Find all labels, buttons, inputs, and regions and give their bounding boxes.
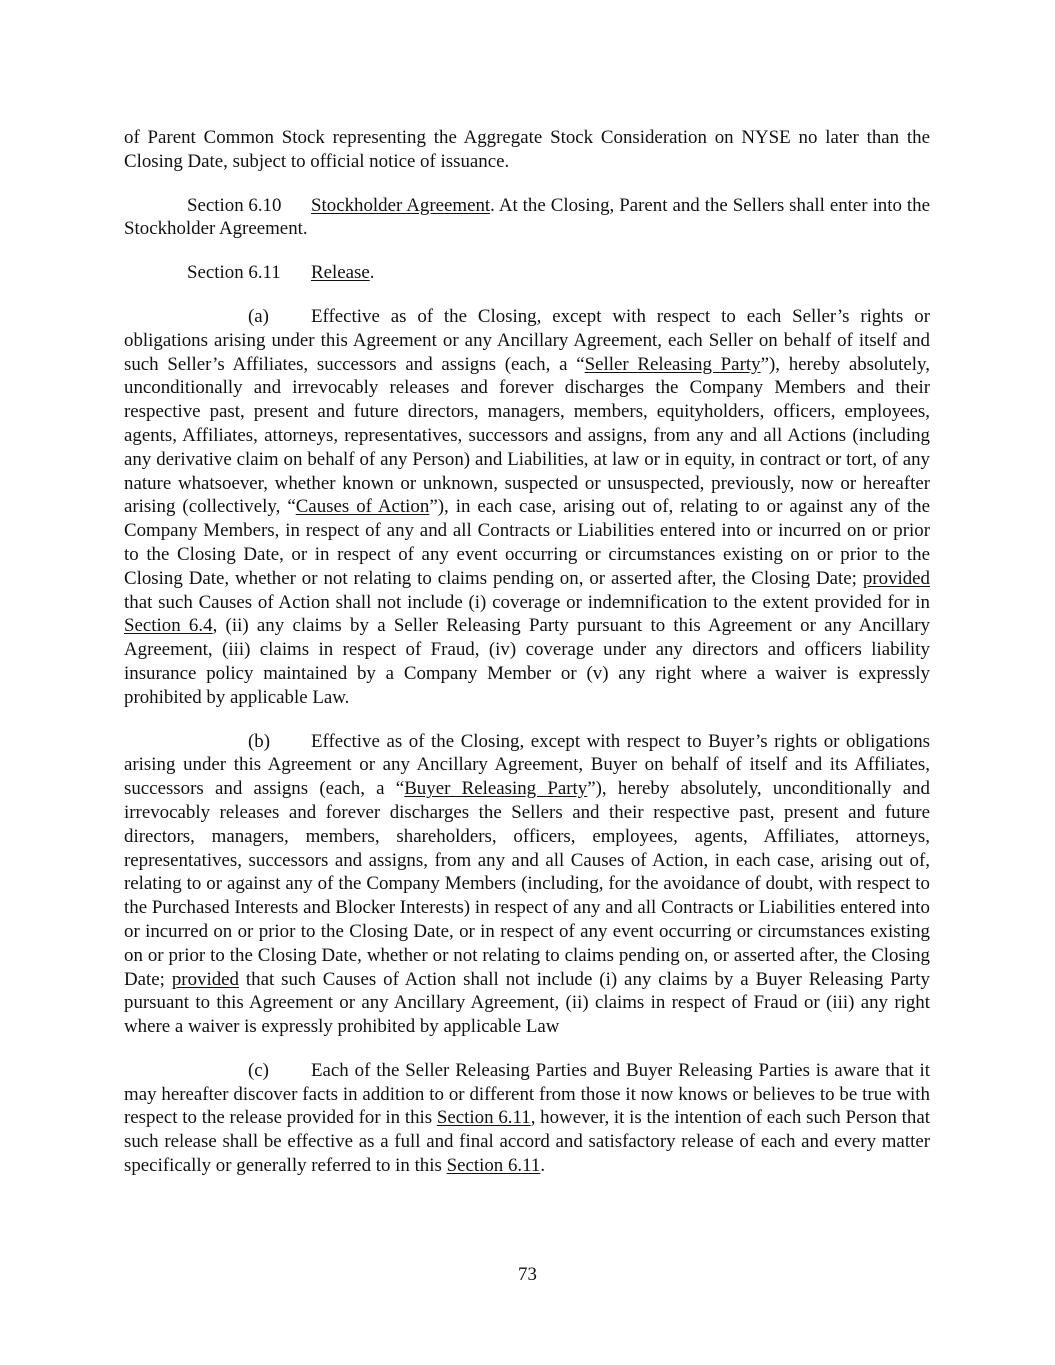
subsection-label: (c)	[248, 1059, 269, 1081]
emphasis-term: provided	[171, 968, 239, 990]
subsection-label: (b)	[248, 730, 271, 752]
section-reference: Section 6.11	[446, 1155, 541, 1177]
subsection-text: ”), hereby absolutely, unconditionally and irrevocably releases and forever discharges the Sellers and their respective past, present and future directors, managers, members, shareholders, officers, employees, agents, Affiliates, attorneys, representatives, successors and assigns, from any and all Causes of Action, in each case, arising out of, relating to or against any of the Company Members (including, for the avoidance of doubt, with respect to the Purchased Interests and Blocker Interests) in respect of any and all Contracts or Liabilities entered into or incurred on or prior to the Closing Date, or in respect of any event occurring or circumstances existing on or prior to the Closing Date, whether or not relating to claims pending on, or asserted after, the Closing Date;	[124, 778, 930, 990]
section-reference: Section 6.11	[436, 1107, 531, 1129]
defined-term: Buyer Releasing Party	[404, 778, 588, 800]
section-reference: Section 6.4	[124, 615, 213, 637]
section-number: Section 6.10	[187, 194, 282, 216]
defined-term: Seller Releasing Party	[584, 353, 761, 375]
section-title: Release	[311, 262, 370, 284]
section-number: Section 6.11	[187, 262, 281, 284]
subsection-b	[124, 730, 930, 1039]
subsection-text: , however, it is the intention of each such Person that such release shall be effective as a full and final accord and satisfactory release of each and every matter specifically or generally referred to in this	[124, 1107, 931, 1177]
emphasis-term: provided	[862, 567, 930, 589]
section-title: Stockholder Agreement	[311, 194, 491, 216]
subsection-c	[124, 1059, 930, 1178]
section-text: . At the Closing, Parent and the Sellers shall enter into the Stockholder Agreement.	[124, 194, 931, 240]
page-number: 73	[518, 1264, 537, 1285]
section-6-10	[124, 194, 930, 242]
subsection-text: that such Causes of Action shall not include (i) any claims by a Buyer Releasing Party pursuant to this Agreement or any Ancillary Agreement, (ii) claims in respect of Fraud or (iii) any right where a waiver is expressly prohibited by applicable Law	[124, 968, 930, 1038]
subsection-text: that such Causes of Action shall not include (i) coverage or indemnification to the extent provided for in	[124, 591, 930, 613]
document-page	[124, 126, 930, 1178]
paragraph-continuation: of Parent Common Stock representing the Aggregate Stock Consideration on NYSE no later than the Closing Date, subject to official notice of issuance.	[124, 127, 930, 172]
section-6-11	[124, 261, 930, 285]
subsection-text: Effective as of the Closing, except with respect to each Seller’s rights or obligations arising under this Agreement or any Ancillary Agreement, each Seller on behalf of itself and such Seller’s Affiliates, successors and assigns (each, a “	[124, 305, 930, 375]
subsection-text: Each of the Seller Releasing Parties and Buyer Releasing Parties is aware that it may hereafter discover facts in addition to or different from those it now knows or believes to be true with respect to the release provided for in this	[124, 1059, 930, 1129]
subsection-text: ”), in each case, arising out of, relating to or against any of the Company Members, in respect of any and all Contracts or Liabilities entered into or incurred on or prior to the Closing Date, or in respect of any event occurring or circumstances existing on or prior to the Closing Date, whether or not relating to claims pending on, or asserted after, the Closing Date;	[124, 496, 930, 589]
subsection-text: , (ii) any claims by a Seller Releasing Party pursuant to this Agreement or any Ancillary Agreement, (iii) claims in respect of Fraud, (iv) coverage under any directors and officers liability insurance policy maintained by a Company Member or (v) any right where a waiver is expressly prohibited by applicable Law.	[124, 615, 930, 708]
subsection-text: ”), hereby absolutely, unconditionally and irrevocably releases and forever discharges the Company Members and their respective past, present and future directors, managers, members, equityholders, officers, employees, agents, Affiliates, attorneys, representatives, successors and assigns, from any and all Actions (including any derivative claim on behalf of any Person) and Liabilities, at law or in equity, in contract or tort, of any nature whatsoever, whether known or unknown, suspected or unsuspected, previously, now or hereafter arising (collectively, “	[124, 353, 930, 518]
subsection-a	[124, 305, 930, 710]
subsection-label: (a)	[248, 305, 269, 327]
subsection-text: Effective as of the Closing, except with respect to Buyer’s rights or obligations arising under this Agreement or any Ancillary Agreement, Buyer on behalf of itself and its Affiliates, successors and assigns (each, a “	[124, 730, 930, 800]
defined-term: Causes of Action	[295, 496, 430, 518]
subsection-text: .	[540, 1155, 546, 1177]
section-punctuation: .	[369, 262, 375, 284]
